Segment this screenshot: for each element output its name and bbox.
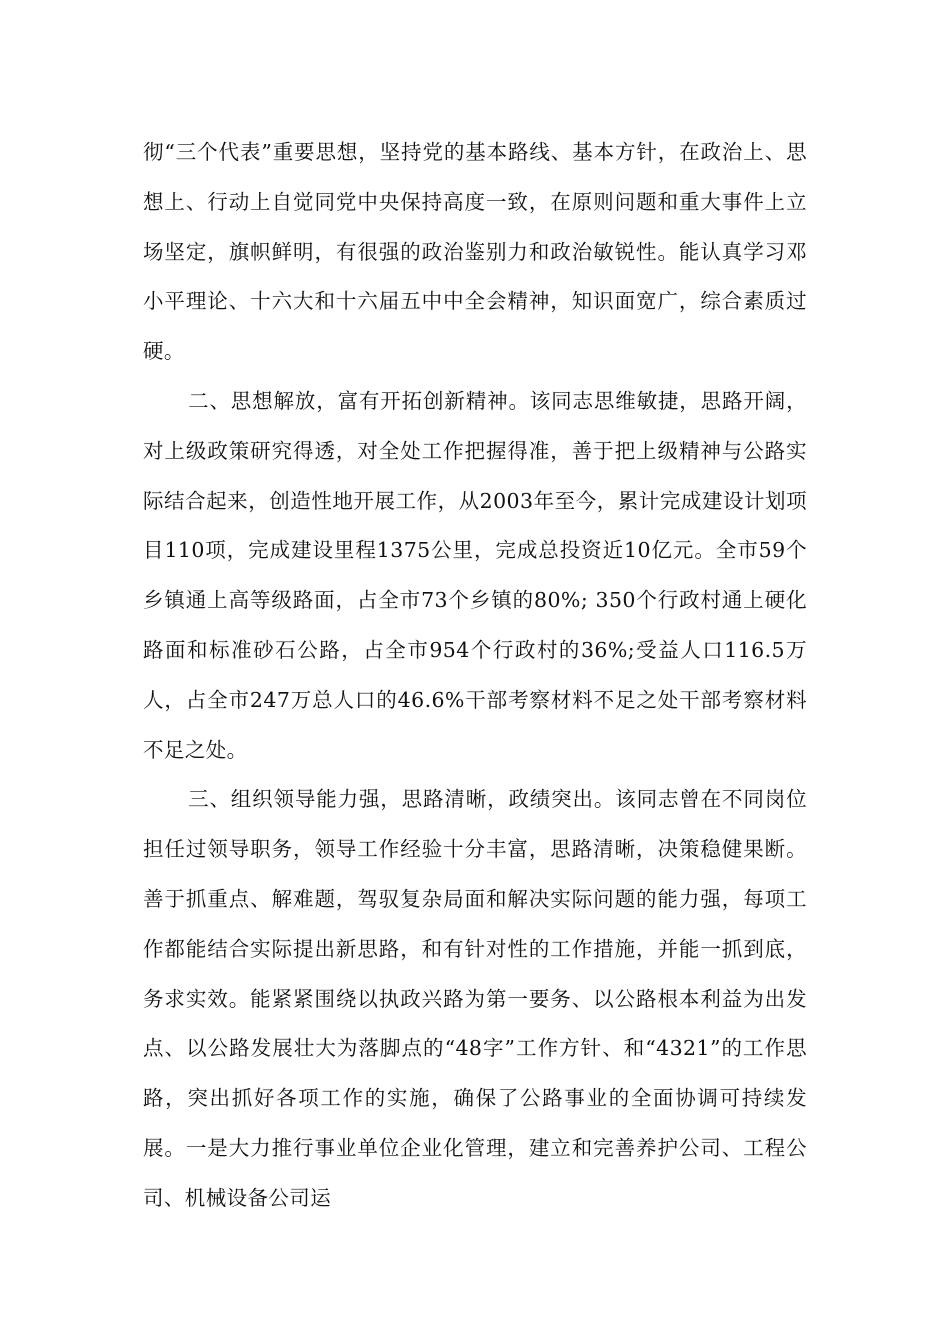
paragraph-3: 三、组织领导能力强，思路清晰，政绩突出。该同志曾在不同岗位担任过领导职务，领导工作经验十分丰富，思路清晰，决策稳健果断。善于抓重点、解难题，驾驭复杂局面和解决实际问题的能力强，每项工作都能结合实际提出新思路，和有针对性的工作措施，并能一抓到底，务求实效。能紧紧围绕以执政兴路为第一要务、以公路根本利益为出发点、以公路发展壮大为落脚点的“48字”工作方针、和“4321”的工作思路，突出抓好各项工作的实施，确保了公路事业的全面协调可持续发展。一是大力推行事业单位企业化管理，建立和完善养护公司、工程公司、机械设备公司运 — [143, 787, 807, 1210]
document-body — [143, 128, 807, 1224]
paragraph-2: 二、思想解放，富有开拓创新精神。该同志思维敏捷，思路开阔，对上级政策研究得透，对全处工作把握得准，善于把上级精神与公路实际结合起来，创造性地开展工作，从2003年至今，累计完成建设计划项目110项，完成建设里程1375公里，完成总投资近10亿元。全市59个乡镇通上高等级路面，占全市73个乡镇的80%; 350个行政村通上硬化路面和标准砂石公路，占全市954个行政村的36%;受益人口116.5万人，占全市247万总人口的46.6%干部考察材料不足之处干部考察材料不足之处。 — [143, 388, 807, 762]
paragraph-1: 彻“三个代表”重要思想，坚持党的基本路线、基本方针，在政治上、思想上、行动上自觉同党中央保持高度一致，在原则问题和重大事件上立场坚定，旗帜鲜明，有很强的政治鉴别力和政治敏锐性。能认真学习邓小平理论、十六大和十六届五中中全会精神，知识面宽广，综合素质过硬。 — [143, 140, 807, 364]
